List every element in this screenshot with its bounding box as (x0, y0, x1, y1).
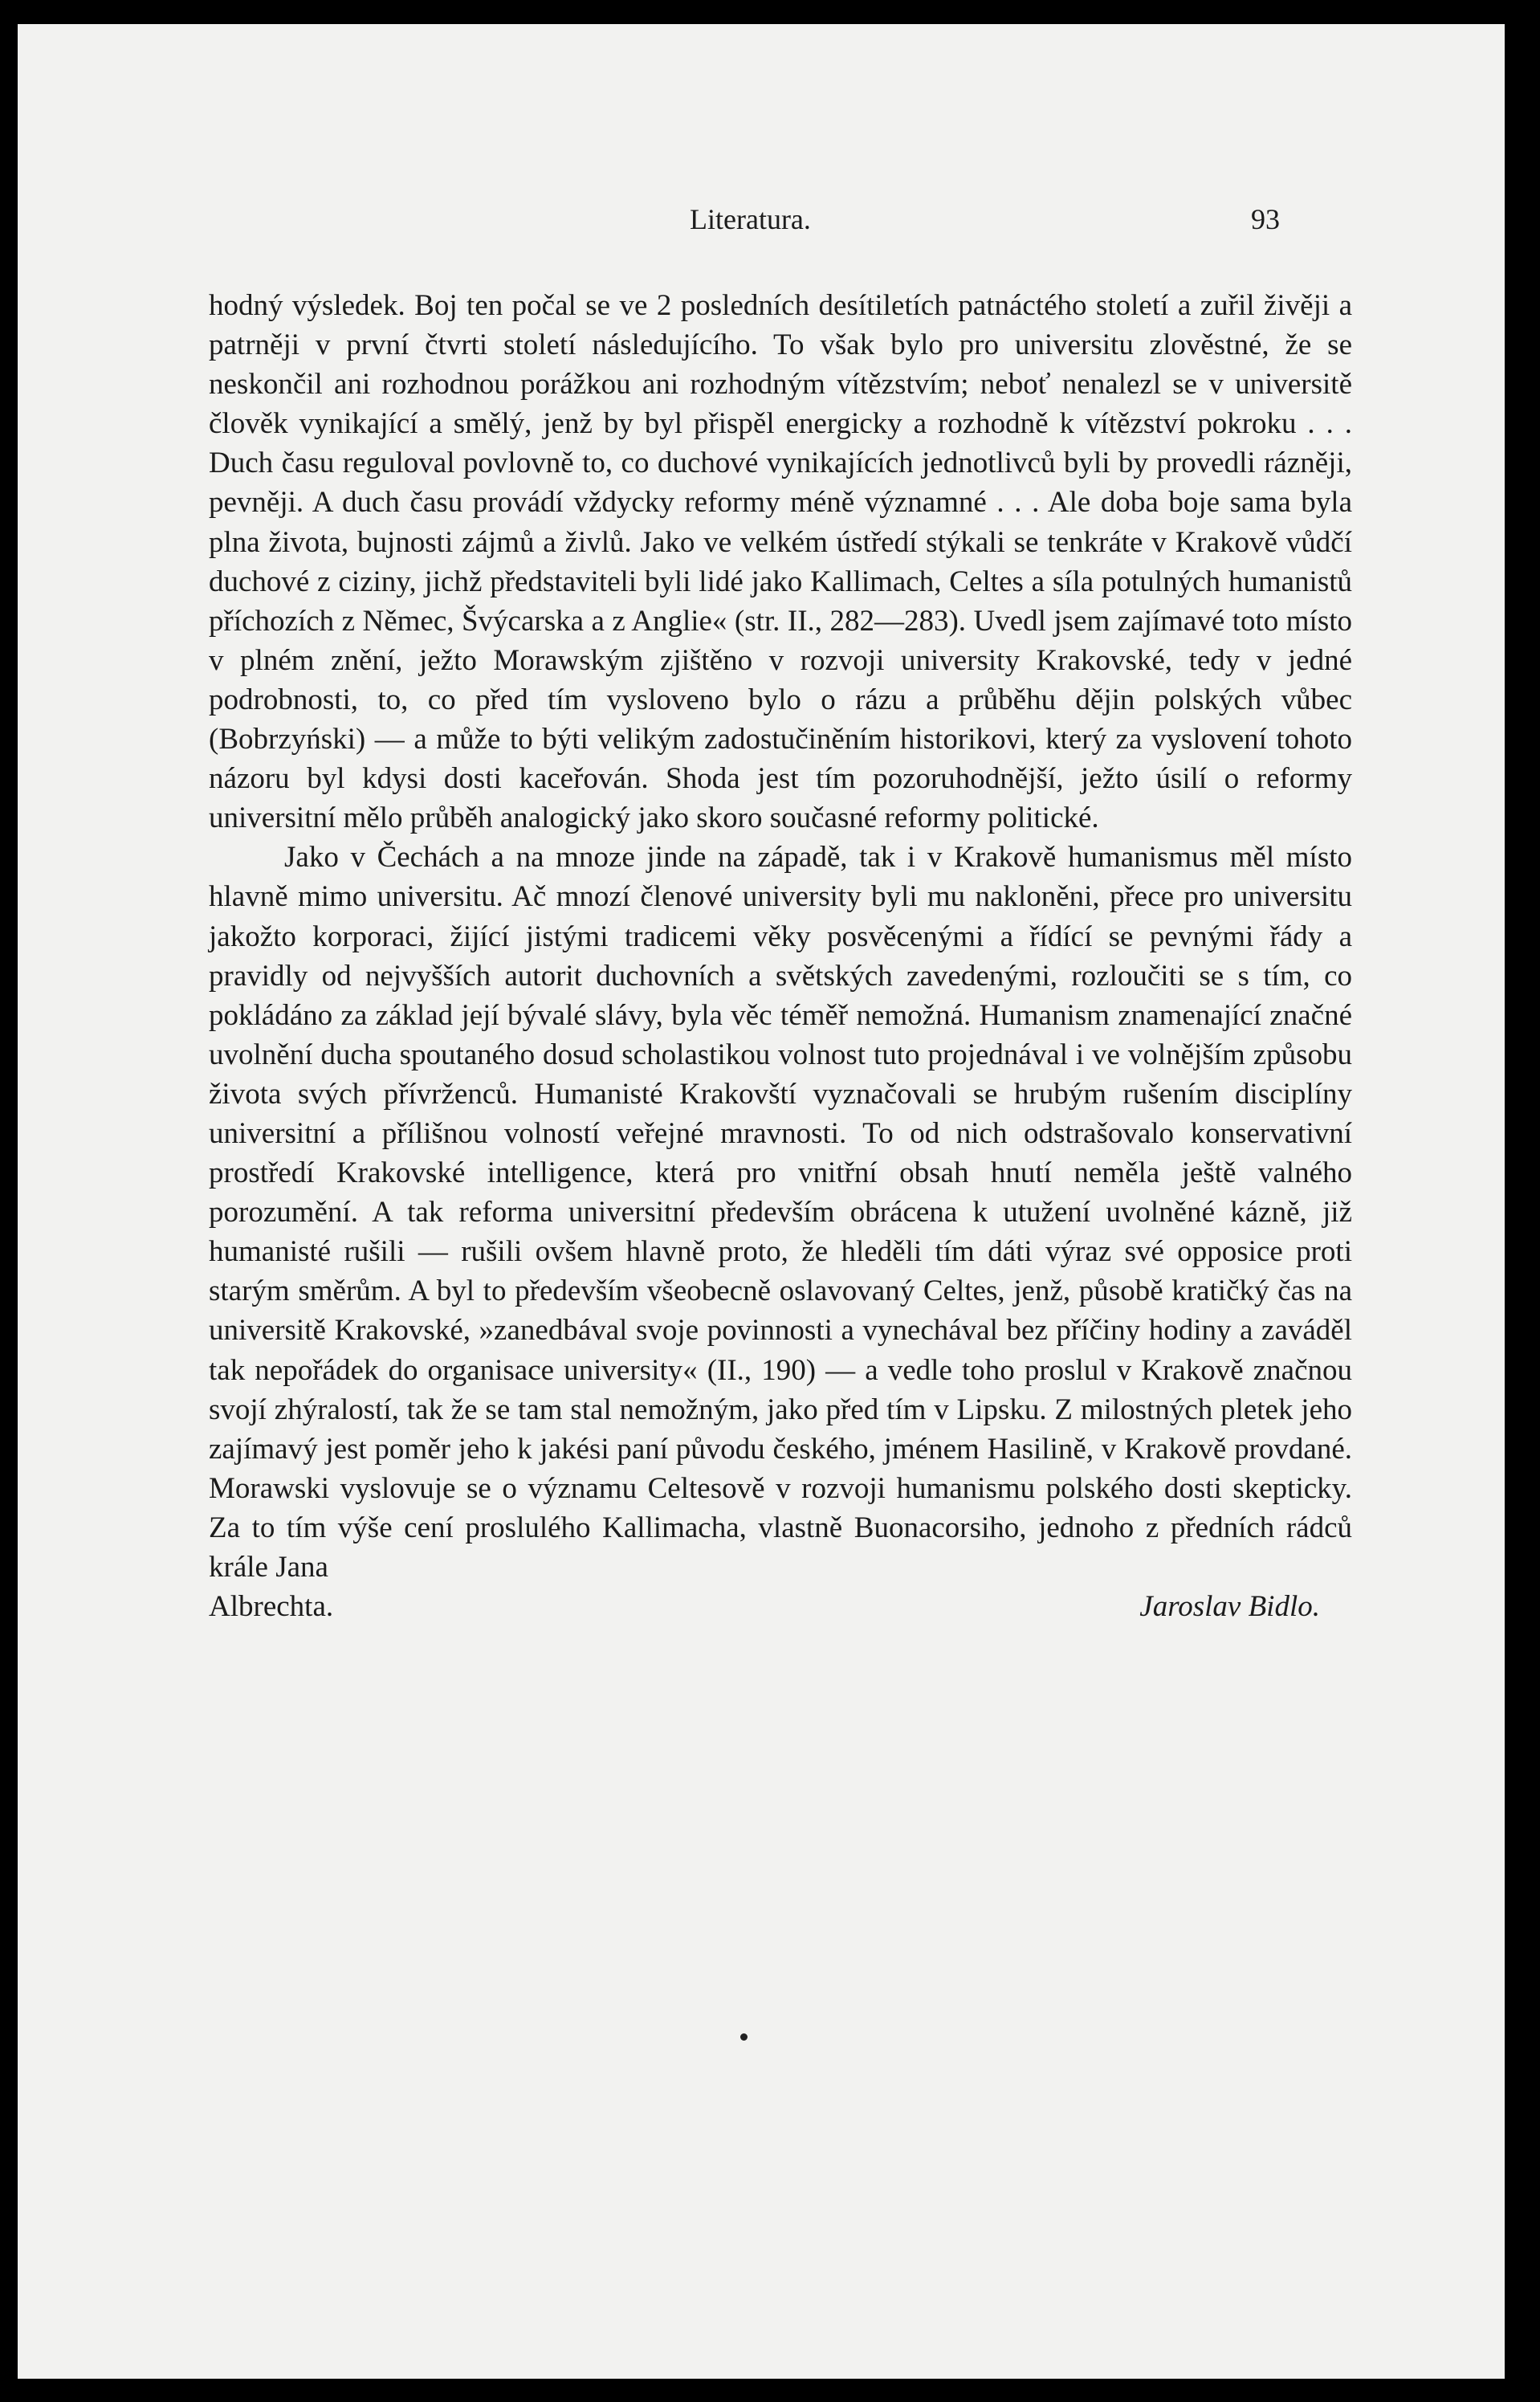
page-number: 93 (1251, 203, 1280, 235)
running-title: Literatura. (690, 203, 811, 235)
book-page (18, 24, 1505, 2379)
closing-words: Albrechta. (209, 1590, 334, 1624)
page-header (18, 202, 1505, 251)
paragraph-2: Jako v Čechách a na mnoze jinde na západě, tak i v Krakově humanismus měl místo hlavně mimo universitu. Ač mnozí členové university byli mu nakloněni, přece pro universitu jakožto korporaci, žijící jistými tradicemi věky posvěcenými a řídící se pevnými řády a pravidly od nejvyšších autorit duchovních a světských zavedenými, rozloučiti se s tím, co pokládáno za základ její bývalé slávy, byla věc téměř nemožná. Humanism znamenající značné uvolnění ducha spoutaného dosud scholastikou volnost tuto projednával i ve volnějším způsobu života svých přívrženců. Humanisté Krakovští vyznačovali se hrubým rušením disciplíny universitní a přílišnou volností veřejné mravnosti. To od nich odstrašovalo konservativní prostředí Krakovské intelligence, která pro vnitřní obsah hnutí neměla ještě valného porozumění. A tak reforma universitní především obrácena k utužení uvolněné kázně, již humanisté rušili — rušili ovšem hlavně proto, že hleděli tím dáti výraz své opposice proti starým směrům. A byl to především všeobecně oslavovaný Celtes, jenž, působě kratičký čas na universitě Krakovské, »zanedbával svoje povinnosti a vynechával bez příčiny hodiny a zaváděl tak nepořádek do organisace university« (II., 190) — a vedle toho proslul v Krakově značnou svojí zhýralostí, tak že se tam stal nemožným, jako před tím v Lipsku. Z milostných pletek jeho zajímavý jest poměr jeho k jakési paní původu českého, jménem Hasilině, v Krakově provdané. Morawski vyslovuje se o významu Celtesově v rozvoji humanismu polského dosti skepticky. Za to tím výše cení proslulého Kallimacha, vlastně Buonacorsiho, jednoho z předních rádců krále Jana (209, 841, 1352, 1584)
paragraph-1: hodný výsledek. Boj ten počal se ve 2 posledních desítiletích patnáctého století a zuřil živěji a patrněji v první čtvrti století následujícího. To však bylo pro universitu zlověstné, že se neskončil ani rozhodnou porážkou ani rozhodným vítězstvím; neboť nenalezl se v universitě člověk vynikající a smělý, jenž by byl přispěl energicky a rozhodně k vítězství pokroku . . . Duch času reguloval povlovně to, co duchové vynikajících jednotlivců byli by provedli rázněji, pevněji. A duch času provádí vždycky reformy méně významné . . . Ale doba boje sama byla plna života, bujnosti zájmů a živlů. Jako ve velkém ústředí stýkali se tenkráte v Krakově vůdčí duchové z ciziny, jichž představiteli byli lidé jako Kallimach, Celtes a síla potulných humanistů příchozích z Němec, Švýcarska a z Anglie« (str. II., 282—283). Uvedl jsem zajímavé toto místo v plném znění, ježto Morawským zjištěno v rozvoji university Krakovské, tedy v jedné podrobnosti, to, co před tím vysloveno bylo o rázu a průběhu dějin polských vůbec (Bobrzyński) — a může to býti velikým zadostučiněním historikovi, který za vyslovení tohoto názoru byl kdysi dosti kaceřován. Shoda jest tím pozoruhodnější, ježto úsilí o reformy universitní mělo průběh analogický jako skoro současné reformy politické. (209, 289, 1352, 835)
end-ornament-dot (740, 2033, 748, 2041)
body-text (209, 286, 1352, 1626)
author-signature: Jaroslav Bidlo. (1139, 1590, 1320, 1624)
closing-line (209, 1587, 1352, 1626)
